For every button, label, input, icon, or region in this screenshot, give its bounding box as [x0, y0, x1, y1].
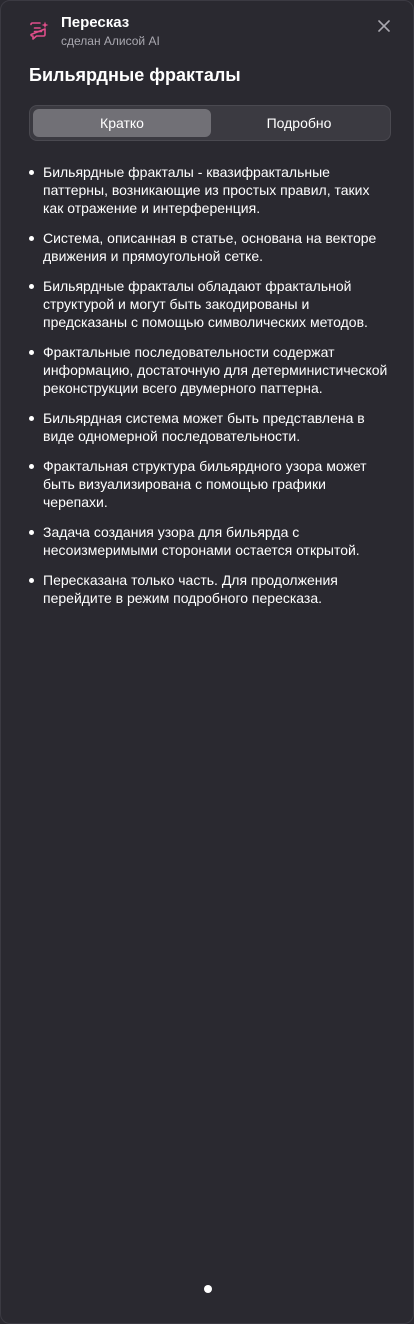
bullet: [29, 530, 34, 535]
tab-short[interactable]: Кратко: [33, 109, 211, 137]
list-item: [29, 277, 393, 331]
list-item: [29, 163, 393, 217]
bullet: [29, 464, 34, 469]
panel-header: [27, 13, 397, 49]
list-item: [29, 409, 393, 445]
page-title: Бильярдные фракталы: [29, 65, 241, 85]
bullet: [29, 284, 34, 289]
list-item-text: Бильярдные фракталы обладают фрактальной структурой и могут быть закодированы и предсказаны с помощью символических методов.: [43, 278, 368, 330]
bullet: [29, 350, 34, 355]
app-subtitle: сделан Алисой AI: [61, 34, 160, 48]
pagination-dot[interactable]: [204, 1285, 212, 1293]
list-item-text: Пересказана только часть. Для продолжения перейдите в режим подробного пересказа.: [43, 572, 338, 606]
list-item-text: Фрактальные последовательности содержат информацию, достаточную для детерминистической реконструкции всего двумерного паттерна.: [43, 344, 388, 396]
list-item-text: Бильярдные фракталы - квазифрактальные паттерны, возникающие из простых правил, таких как отражение и интерференция.: [43, 164, 370, 216]
summary-list: [29, 163, 393, 619]
bullet: [29, 578, 34, 583]
bullet: [29, 416, 34, 421]
list-item-text: Задача создания узора для бильярда с несоизмеримыми сторонами остается открытой.: [43, 524, 360, 558]
tab-bar: [29, 105, 391, 141]
list-item-text: Система, описанная в статье, основана на векторе движения и прямоугольной сетке.: [43, 230, 377, 264]
list-item: [29, 229, 393, 265]
bullet: [29, 170, 34, 175]
list-item: [29, 457, 393, 511]
list-item-text: Бильярдная система может быть представлена в виде одномерной последовательности.: [43, 410, 365, 444]
tab-detailed[interactable]: Подробно: [266, 115, 332, 131]
bullet: [29, 236, 34, 241]
list-item: [29, 343, 393, 397]
chat-sparkle-icon: [27, 19, 51, 43]
list-item: [29, 571, 393, 607]
list-item-text: Фрактальная структура бильярдного узора может быть визуализирована с помощью графики черепахи.: [43, 458, 367, 510]
list-item: [29, 523, 393, 559]
app-title: Пересказ: [61, 14, 130, 31]
close-icon[interactable]: [375, 17, 393, 35]
